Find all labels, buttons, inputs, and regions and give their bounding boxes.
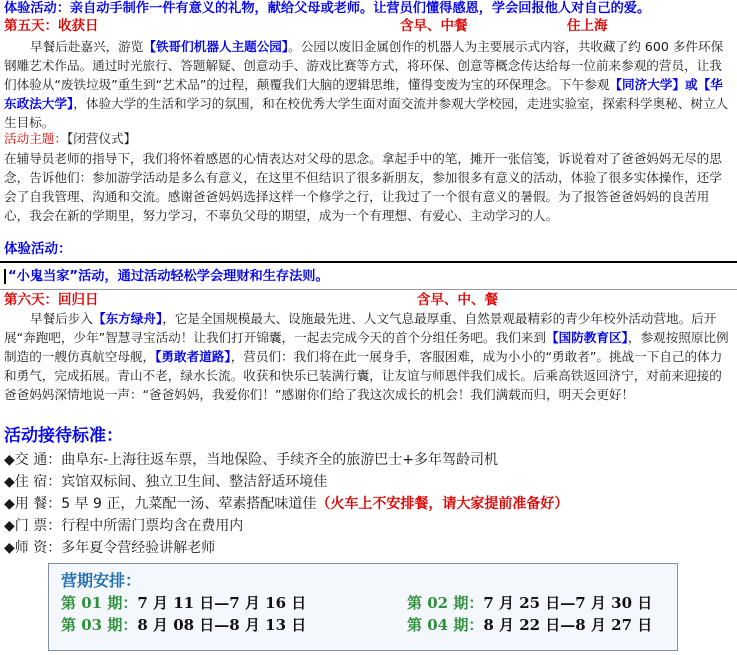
standard-item bbox=[4, 494, 568, 515]
banner-divider bbox=[0, 289, 737, 290]
diamond-bullet-icon: ◆ bbox=[4, 518, 15, 534]
day5-text-c: 。公园以废旧金属创作的机器人为主要展示式内容，共收藏了约 600 多件环保钢雕艺术作品。通过时光旅行、答题解疑、创意动手、游戏比赛等方式，将环保、创意等概念传达给每一位前来参观的营员，让我们体验从“废铁垃圾”重生到“艺术品”的过程，颠覆我们大脑的逻辑思维，懂得变废为宝的环保理念。下午参观 bbox=[4, 39, 724, 92]
ecupl-highlight: 【华东政法大学】 bbox=[4, 77, 723, 111]
term-dates: 8 月 22 日—8 月 27 日 bbox=[483, 616, 653, 634]
theme-label: 活动主题： bbox=[4, 131, 67, 146]
diamond-bullet-icon: ◆ bbox=[4, 452, 15, 468]
term-label: 第 01 期： bbox=[61, 594, 138, 612]
day6-text-a: 早餐后步入 bbox=[30, 311, 93, 326]
day6-paragraph bbox=[4, 309, 734, 421]
term-label: 第 04 期： bbox=[407, 616, 484, 634]
diamond-bullet-icon: ◆ bbox=[4, 540, 15, 556]
term-label: 第 02 期： bbox=[407, 594, 484, 612]
term-item bbox=[407, 614, 652, 635]
schedule-box bbox=[48, 563, 678, 651]
standard-label: 门 票： bbox=[14, 518, 62, 534]
term-dates: 7 月 11 日—7 月 16 日 bbox=[137, 594, 307, 612]
term-dates: 7 月 25 日—7 月 30 日 bbox=[483, 594, 653, 612]
term-dates: 8 月 08 日—8 月 13 日 bbox=[137, 616, 307, 634]
banner-text: “小鬼当家”活动，通过活动轻松学会理财和生存法则。 bbox=[8, 269, 329, 284]
standard-value: 曲阜东-上海往返车票，当地保险、手续齐全的旅游巴士+多年驾龄司机 bbox=[61, 452, 499, 468]
oriental-oasis-highlight: 【东方绿舟】 bbox=[92, 311, 163, 326]
standard-label: 师 资： bbox=[14, 540, 62, 556]
term-item bbox=[61, 592, 306, 613]
diamond-bullet-icon: ◆ bbox=[4, 496, 15, 512]
standard-label: 用 餐： bbox=[14, 496, 62, 512]
defense-area-highlight: 【国防教育区】 bbox=[546, 330, 628, 345]
tongji-highlight: 【同济大学】 bbox=[609, 77, 685, 92]
day6-header bbox=[4, 291, 733, 310]
standards-title: 活动接待标准： bbox=[4, 426, 123, 446]
standard-item bbox=[4, 516, 243, 537]
standard-item bbox=[4, 450, 498, 471]
term-item bbox=[407, 592, 652, 613]
day5-text-a: 早餐后赴嘉兴，游览 bbox=[30, 39, 144, 54]
term-label: 第 03 期： bbox=[61, 616, 138, 634]
day5-text-g: ，体验大学的生活和学习的氛围，和在校优秀大学生面对面交流并参观大学校园，走进实验室，探索科学奥秘、树立人生目标。 bbox=[4, 96, 729, 130]
theme-value: 【闭营仪式】 bbox=[66, 131, 137, 146]
standard-value: 宾馆双标间、独立卫生间、整洁舒适环境佳 bbox=[61, 474, 328, 490]
standard-label: 住 宿： bbox=[14, 474, 62, 490]
day5-stay: 住上海 bbox=[567, 18, 608, 34]
standard-item bbox=[4, 472, 327, 493]
standard-item bbox=[4, 538, 215, 559]
day5-meals: 含早、中餐 bbox=[400, 18, 468, 34]
cursor-bar bbox=[4, 269, 6, 284]
standard-label: 交 通： bbox=[14, 452, 62, 468]
day5-label: 第五天：收获日 bbox=[4, 18, 99, 34]
day6-text-c: ，它是全国规模最大、设施最先进、人文气息最厚重、自然景观最精彩的青少年校外活动营地。后开展“奔跑吧，少年”智慧寻宝活动！让我们打开锦囊，一起去完成今天的首个分组任务吧。我们来到 bbox=[4, 311, 717, 345]
section-divider bbox=[0, 261, 737, 263]
brave-road-highlight: 【勇敢者道路】 bbox=[155, 349, 231, 364]
day6-text-e: ，参观按照原比例制造的一艘仿真航空母舰， bbox=[4, 330, 729, 364]
day6-meals: 含早、中、餐 bbox=[417, 292, 498, 308]
day5-paragraph-1 bbox=[4, 37, 734, 132]
diamond-bullet-icon: ◆ bbox=[4, 474, 15, 490]
experience-label: 体验活动： bbox=[4, 241, 72, 257]
robot-park-highlight: 【铁哥们机器人主题公园】 bbox=[143, 39, 289, 54]
standard-value: 行程中所需门票均含在费用内 bbox=[61, 518, 244, 534]
banner-line bbox=[4, 268, 733, 286]
or-text: 或 bbox=[684, 77, 698, 92]
day5-paragraph-2: 在辅导员老师的指导下，我们将怀着感恩的心情表达对父母的思念。拿起手中的笔，摊开一张信笺，诉说着对了爸爸妈妈无尽的思念，告诉他们：参加游学活动是多么有意义，在这里不但结识了很多新朋友，参加很多有意义的活动，体验了很多实体操作，还学会了自我管理、沟通和交流。感谢爸爸妈妈选择这样一个修学之行，让我过了一个很有意义的暑假。为了报答爸爸妈妈的良苦用心，我会在新的学期里，努力学习，不辜负父母的期望，成为一个有理想、有爱心、主动学习的人。 bbox=[4, 151, 722, 223]
day6-text-g: ，营员们：我们将在此一展身手，客服困难，成为小小的“勇敢者”。挑战一下自己的体力和勇气，完成拓展。青山不老，绿水长流。收获和快乐已装满行囊，让友谊与师恩伴我们成长。后乘高铁返回济宁，对前来迎接的爸爸妈妈深情地说一声：“爸爸妈妈，我爱你们！”感谢你们给了我这次成长的机会！我们满载而归，明天会更好！ bbox=[4, 349, 723, 402]
standard-value: 5 早 9 正，九菜配一汤、荤素搭配味道佳 bbox=[61, 496, 317, 512]
term-item bbox=[61, 614, 306, 635]
standard-value: 多年夏令营经验讲解老师 bbox=[61, 540, 216, 556]
theme-line bbox=[4, 130, 733, 148]
day6-label: 第六天：回归日 bbox=[4, 292, 99, 308]
top-activity-line: 体验活动：亲自动手制作一件有意义的礼物，献给父母或老师。让营员们懂得感恩，学会回报他人对自己的爱。 bbox=[4, 1, 651, 16]
day5-header bbox=[4, 17, 733, 36]
schedule-title: 营期安排： bbox=[61, 571, 142, 590]
meal-note: （火车上不安排餐，请大家提前准备好） bbox=[316, 496, 569, 512]
